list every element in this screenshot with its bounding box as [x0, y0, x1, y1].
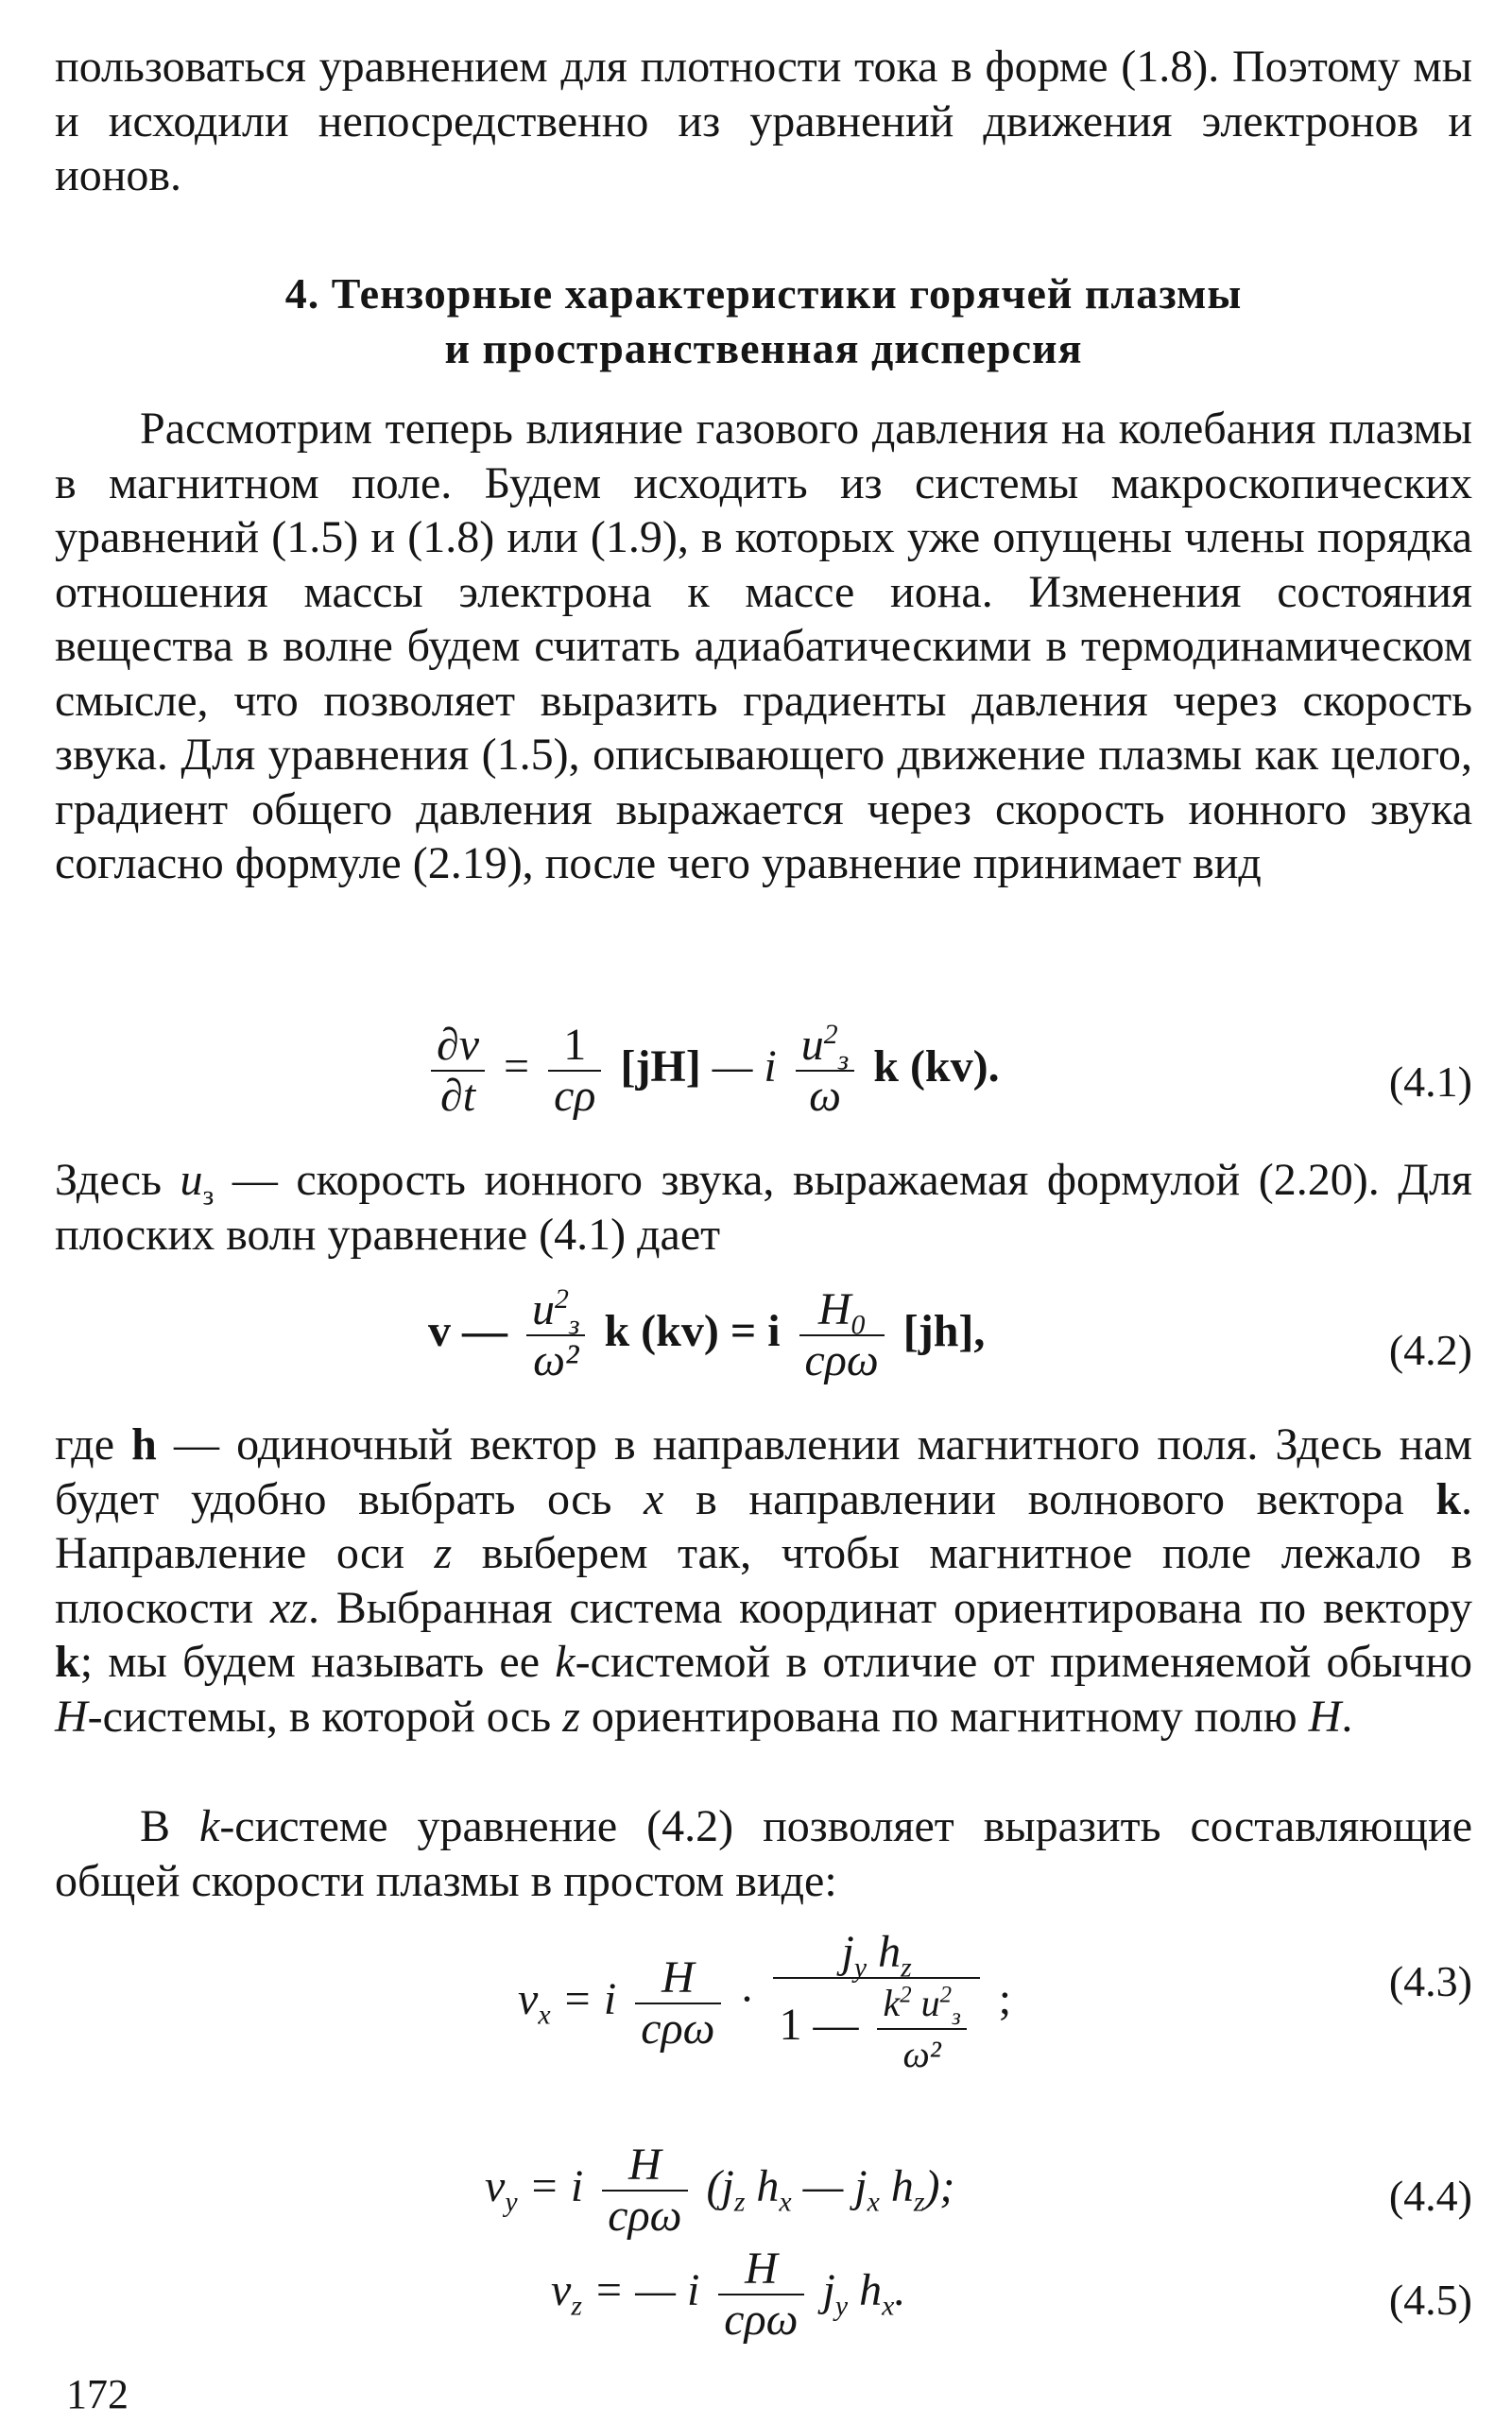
equation-4-4: [55, 2140, 1472, 2254]
sub: z: [913, 2186, 925, 2218]
heading-line-1: 4. Тензорные характеристики горячей плазмы: [284, 269, 1243, 318]
var-v: v: [518, 1974, 539, 2025]
paragraph-components: [55, 1799, 1472, 1908]
equation-4-5: [55, 2244, 1472, 2358]
sub: з: [952, 2004, 961, 2030]
u-var: u: [532, 1284, 555, 1334]
text: Здесь: [55, 1155, 180, 1205]
vec-h: h: [131, 1419, 157, 1470]
frac-num: 1: [563, 1020, 587, 1070]
var-z: z: [434, 1528, 453, 1578]
frac-den: ω²: [877, 2028, 966, 2079]
paragraph-k-system: [55, 1418, 1472, 1744]
equals-sign: =: [504, 1041, 530, 1092]
frac-num: H: [745, 2243, 778, 2294]
var-x: x: [644, 1473, 664, 1524]
heading-line-2: и пространственная дисперсия: [444, 324, 1083, 372]
vec-k: k: [1435, 1473, 1462, 1524]
text: ; мы будем называть ее: [79, 1637, 556, 1687]
h-var: h: [890, 2161, 914, 2212]
text: где: [55, 1419, 132, 1470]
text: — скорость ионного звука, выражаемая формулой (2.20). Для плоских волн уравнение (4.1) дает: [55, 1155, 1473, 1260]
equation-4-2: [55, 1285, 1472, 1418]
sub: x: [867, 2186, 880, 2218]
frac-den: ∂t: [431, 1070, 485, 1121]
var-H: H: [55, 1691, 88, 1742]
var-k: k: [555, 1637, 576, 1687]
sub: з: [568, 1309, 580, 1341]
k-var: k: [883, 1982, 901, 2024]
sup: 2: [555, 1283, 569, 1315]
sub: x: [538, 1999, 551, 2031]
h-var: h: [859, 2265, 883, 2316]
text: ориентирована по магнитному полю: [579, 1691, 1309, 1742]
var-xz: xz: [270, 1582, 308, 1633]
equals-i: = i: [528, 2161, 584, 2212]
sub: з: [837, 1044, 850, 1076]
frac-den: cρ: [548, 1070, 601, 1121]
var-u: u: [180, 1155, 203, 1205]
equals-minus-i: = — i: [593, 2265, 700, 2316]
equation-number: (4.2): [1388, 1326, 1472, 1374]
text: . Выбранная система координат ориентирована по вектору: [307, 1582, 1473, 1633]
equation-4-1: [55, 1021, 1472, 1143]
frac-k2u2-omega2: [877, 1979, 966, 2079]
semicolon: ;: [998, 1974, 1012, 2025]
frac-den: cρω: [799, 1334, 885, 1385]
sub: y: [853, 1951, 868, 1984]
var-v: v: [485, 2161, 506, 2212]
text: -системе уравнение (4.2) позволяет выразить составляющие общей скорости плазмы в простом виде:: [55, 1801, 1473, 1906]
term-k-kv: k (kv).: [873, 1041, 1000, 1092]
frac-1-crho: [548, 1021, 601, 1121]
frac-num: H: [662, 1952, 695, 2003]
equation-number: (4.1): [1388, 1057, 1472, 1106]
paragraph-continuation: пользоваться уравнением для плотности тока в форме (1.8). Поэтому мы и исходили непосредственно из уравнений движения электронов и ионов.: [55, 42, 1472, 200]
term-jy-hx: [822, 2265, 906, 2322]
text: -системой в отличие от применяемой обычно: [575, 1637, 1473, 1687]
vec-k: k: [55, 1637, 80, 1687]
paragraph-pressure: Рассмотрим теперь влияние газового давления на колебания плазмы в магнитном поле. Будем исходить из системы макроскопических уравнений (1.5) и (1.8) или (1.9), в которых уже опущены члены порядка отношения массы электрона к массе иона. Изменения состояния вещества в волне будем считать адиабатическими в термодинамическом смысле, что позволяет выразить градиенты давления через скорость звука. Для уравнения (1.5), описывающего движение плазмы как целого, градиент общего давления выражается через скорость ионного звука согласно формуле (2.19), после чего уравнение принимает вид: [55, 404, 1472, 888]
j-var: j: [822, 2265, 835, 2316]
text: .: [1341, 1691, 1353, 1742]
frac-num: ∂v: [437, 1020, 480, 1070]
sub: z: [733, 2186, 746, 2218]
text: .: [894, 2265, 906, 2316]
frac-H0-crhoomega: [799, 1285, 885, 1385]
sub: x: [779, 2186, 792, 2218]
sub: x: [882, 2290, 895, 2322]
lead-v: v —: [428, 1306, 507, 1357]
sup: 2: [823, 1019, 838, 1050]
equation-number: (4.3): [1388, 1957, 1472, 2005]
equation-4-3: [55, 1928, 1472, 2126]
var-v: v: [551, 2265, 572, 2316]
minus-i: — i: [712, 1041, 777, 1092]
text: В: [140, 1801, 199, 1851]
text: (j: [706, 2161, 734, 2212]
sub: y: [505, 2186, 518, 2218]
frac-num: [796, 1019, 854, 1076]
u-var: u: [800, 1020, 824, 1070]
var-k: k: [199, 1801, 220, 1851]
sub: з: [202, 1179, 215, 1212]
equals-i: = i: [561, 1974, 617, 2025]
H-var: H: [817, 1284, 851, 1334]
text: );: [924, 2161, 955, 2212]
frac-num: H: [628, 2140, 662, 2190]
equation-4-4-body: [485, 2140, 954, 2241]
var-z: z: [562, 1691, 580, 1742]
h-var: h: [756, 2161, 780, 2212]
frac-den: cρω: [718, 2294, 803, 2345]
term-jz-hx-minus-jx-hz: [706, 2161, 955, 2218]
sub: z: [571, 2290, 582, 2322]
text: -системы, в которой ось: [87, 1691, 563, 1742]
var-H: H: [1308, 1691, 1342, 1742]
sub: z: [901, 1951, 912, 1984]
equation-number: (4.5): [1388, 2276, 1472, 2324]
dot-operator: ·: [739, 1974, 755, 2025]
frac-u2-omega2: [526, 1285, 585, 1385]
term-jh: [jh],: [902, 1306, 986, 1357]
frac-num: [526, 1283, 585, 1341]
frac-num: [773, 1927, 979, 1984]
frac-den: [773, 1977, 979, 2079]
frac-den: ω²: [526, 1334, 585, 1385]
frac-u2-omega: [796, 1021, 854, 1121]
j-var: j: [841, 1927, 854, 1977]
frac-den: cρω: [635, 2003, 720, 2054]
equation-4-3-body: [518, 1928, 1011, 2079]
sub: 0: [850, 1309, 866, 1341]
frac-num: [877, 1979, 966, 2028]
term-jH: [jH]: [620, 1041, 701, 1092]
page-number: 172: [66, 2371, 129, 2417]
term-k-kv-eq-i: k (kv) = i: [604, 1306, 781, 1357]
equation-4-1-body: [423, 1021, 1000, 1121]
frac-H-crhoomega: [635, 1953, 720, 2054]
sub: y: [834, 2290, 849, 2322]
frac-H-crhoomega: [602, 2140, 687, 2241]
frac-H-crhoomega: [718, 2244, 803, 2345]
text: — j: [791, 2161, 868, 2212]
equation-4-5-body: [551, 2244, 905, 2345]
frac-den: cρω: [602, 2190, 687, 2241]
text: . Направление оси: [55, 1473, 1473, 1578]
equation-4-2-body: [428, 1285, 985, 1385]
frac-den: ω: [796, 1070, 854, 1121]
frac-jy-hz: [773, 1928, 979, 2079]
equation-number: (4.4): [1388, 2172, 1472, 2220]
text: выберем так, чтобы магнитное поле лежало в плоскости: [55, 1528, 1473, 1633]
text: — одиночный вектор в направлении магнитного поля. Здесь нам будет удобно выбрать ось: [55, 1419, 1472, 1524]
frac-dv-dt: [431, 1021, 485, 1121]
sup: 2: [939, 1982, 953, 2008]
one-minus: 1 —: [779, 2000, 859, 2051]
sup: 2: [900, 1982, 912, 2008]
text: в направлении волнового вектора: [663, 1473, 1436, 1524]
u-var: u: [920, 1982, 940, 2024]
h-var: h: [878, 1927, 902, 1977]
section-heading: [55, 266, 1472, 376]
frac-num: [799, 1284, 885, 1341]
paragraph-ion-sound: [55, 1153, 1472, 1262]
